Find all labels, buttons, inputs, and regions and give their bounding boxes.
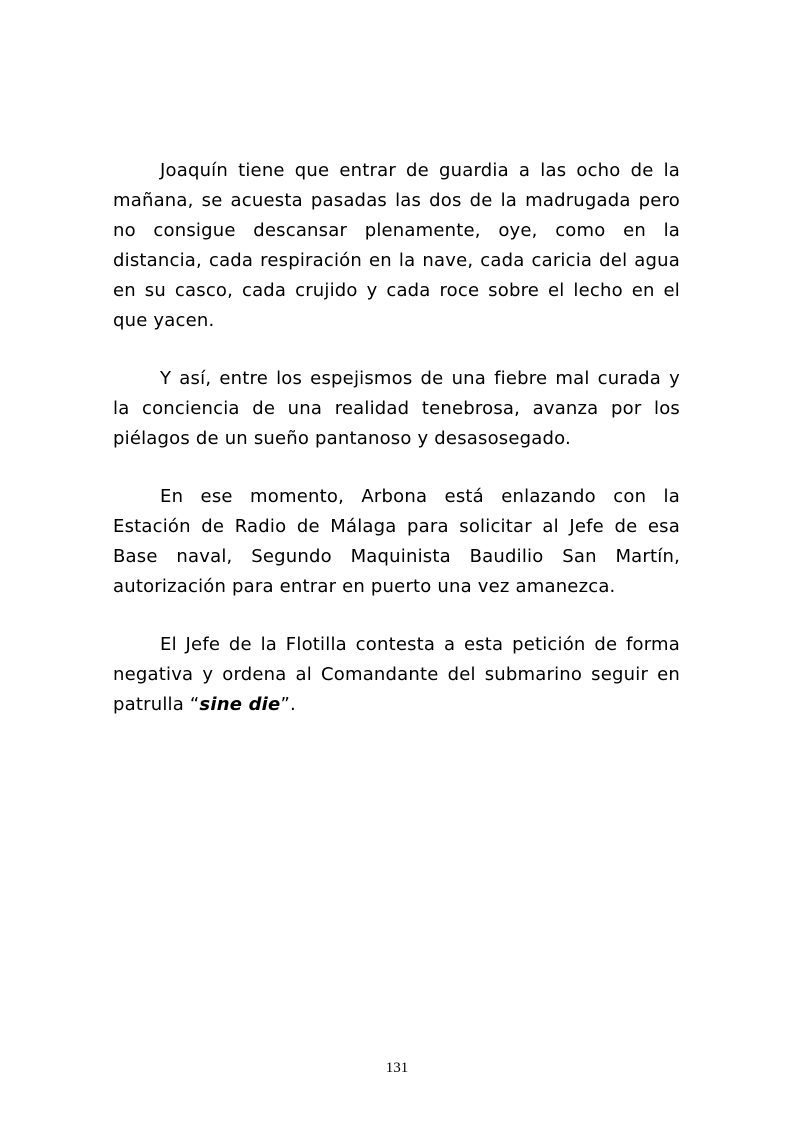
paragraph-1: Joaquín tiene que entrar de guardia a las ocho de la mañana, se acuesta pasadas las dos de la madrugada pero no consigue descansar plenamente, oye, como en la distancia, cada respiración en la nave, cada caricia del agua en su casco, cada crujido y cada roce sobre el lecho en el que yacen. xyxy=(113,160,680,331)
paragraph-4 xyxy=(113,630,680,720)
latin-phrase-emphasis: sine die xyxy=(199,694,281,715)
paragraph-4-text: El Jefe de la Flotilla contesta a esta petición de forma negativa y ordena al Comandante del submarino seguir en patrulla “ xyxy=(113,634,680,715)
paragraph-4-closing: ”. xyxy=(280,694,296,715)
page-number: 131 xyxy=(385,1060,409,1076)
paragraph-3: En ese momento, Arbona está enlazando con la Estación de Radio de Málaga para solicitar al Jefe de esa Base naval, Segundo Maquinista Baudilio San Martín, autorización para entrar en puerto una vez amanezca. xyxy=(113,486,680,597)
paragraph-2: Y así, entre los espejismos de una fiebre mal curada y la conciencia de una realidad tenebrosa, avanza por los piélagos de un sueño pantanoso y desasosegado. xyxy=(113,368,680,449)
page-body-text xyxy=(113,156,680,748)
